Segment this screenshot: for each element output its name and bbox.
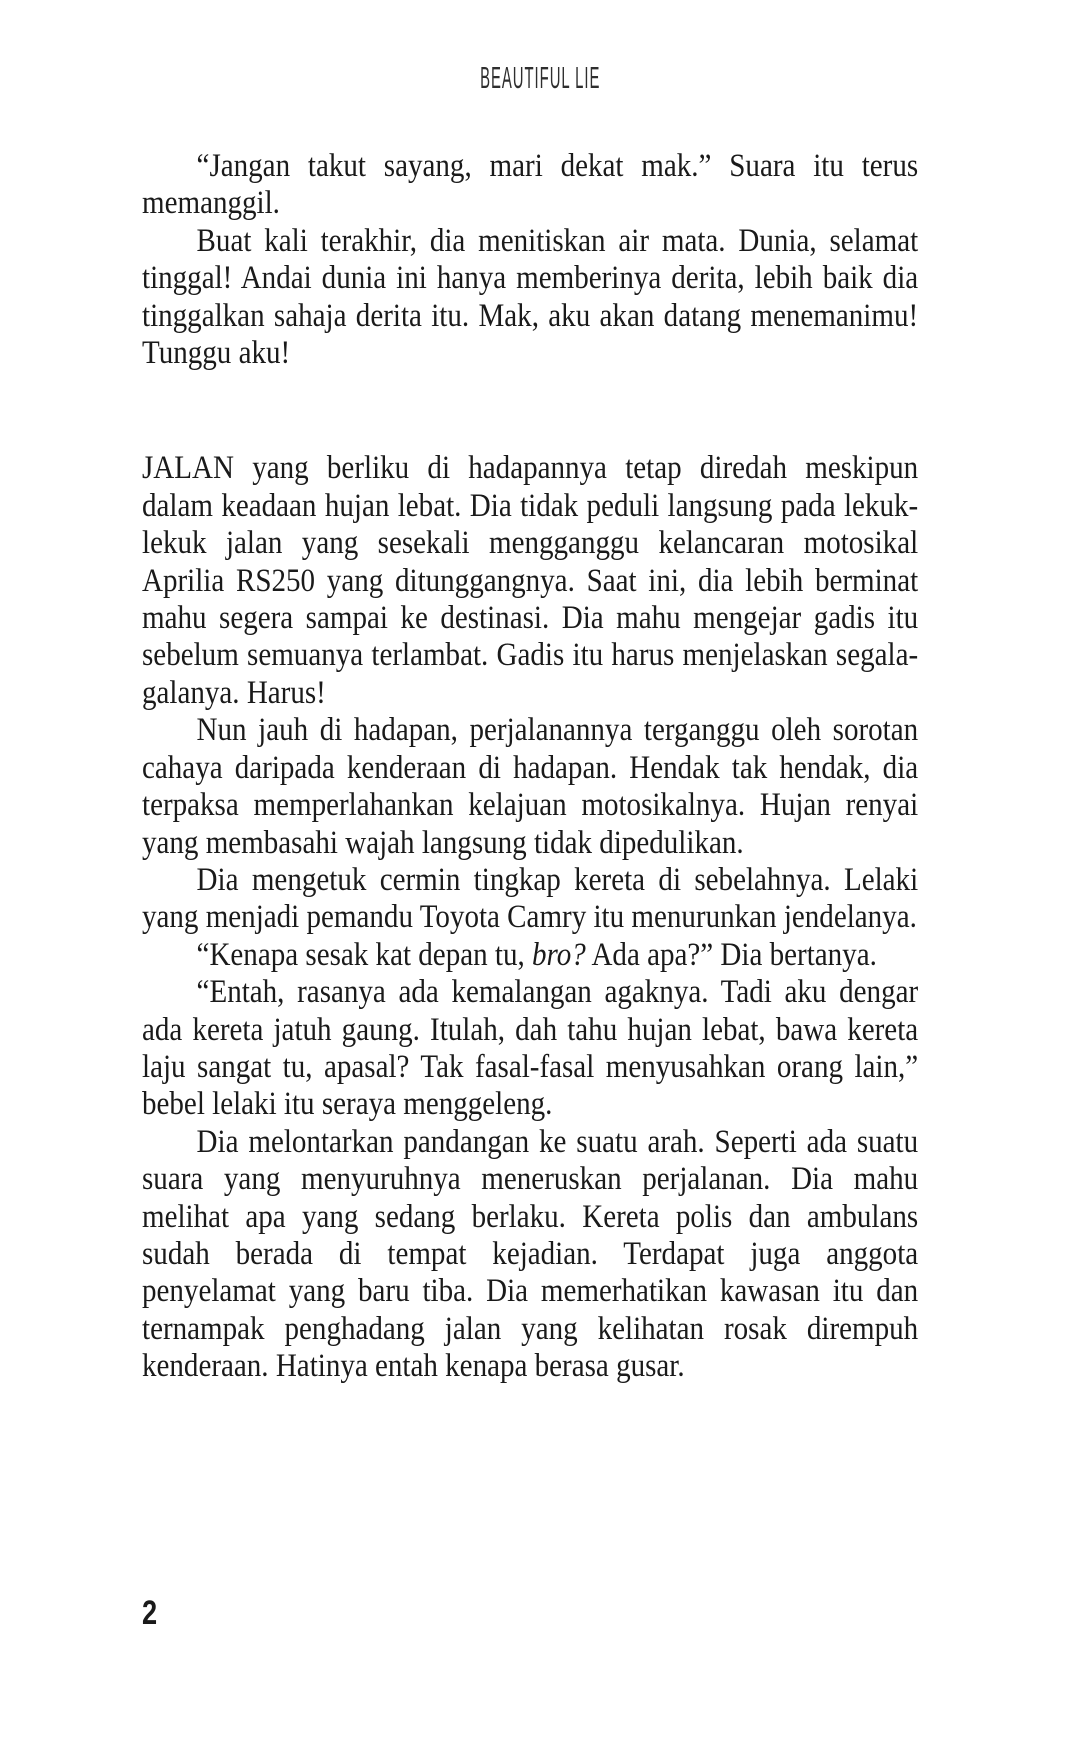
running-header bbox=[0, 62, 1080, 93]
italic-text-run: bro? bbox=[532, 936, 586, 973]
para-melontarkan bbox=[142, 1124, 918, 1386]
text-run: “Jangan takut sayang, mari dekat mak.” Suara itu terus memanggil. bbox=[142, 148, 919, 222]
text-run: “Entah, rasanya ada kemalangan agaknya. Tadi aku dengar ada kereta jatuh gaung. Itulah, dah tahu hujan lebat, bawa kereta laju sangat tu, apasal? Tak fasal-fasal menyusahkan orang lain,” bebel lelaki itu seraya menggeleng. bbox=[142, 974, 919, 1123]
para-opening-dialogue bbox=[142, 148, 918, 223]
text-run: Nun jauh di hadapan, perjalanannya terganggu oleh sorotan cahaya daripada kenderaan di hadapan. Hendak tak hendak, dia terpaksa memperlahankan kelajuan motosikalnya. Hujan renyai yang membasahi wajah langsung tidak dipedulikan. bbox=[142, 712, 919, 861]
text-run: Buat kali terakhir, dia menitiskan air mata. Dunia, selamat tinggal! Andai dunia ini hanya memberinya derita, lebih baik dia tinggalkan sahaja derita itu. Mak, aku akan datang menemanimu! Tunggu aku! bbox=[142, 222, 919, 372]
para-entah bbox=[142, 974, 918, 1124]
text-run: “Kenapa sesak kat depan tu, bbox=[196, 936, 533, 973]
text-run: Ada apa?” Dia bertanya. bbox=[585, 936, 877, 973]
para-nun-jauh bbox=[142, 712, 918, 862]
text-run: Dia melontarkan pandangan ke suatu arah. Seperti ada suatu suara yang menyuruhnya meneruskan perjalanan. Dia mahu melihat apa yang sedang berlaku. Kereta polis dan ambulans sudah berada di tempat kejadian. Terdapat juga anggota penyelamat yang baru tiba. Dia memerhatikan kawasan itu dan ternampak penghadang jalan yang kelihatan rosak dirempuh kenderaan. Hatinya entah kenapa berasa gusar. bbox=[142, 1123, 919, 1385]
page-number: 2 bbox=[142, 1594, 158, 1632]
running-header-title: BEAUTIFUL LIE bbox=[479, 60, 601, 95]
body-text bbox=[142, 148, 918, 1386]
text-run: JALAN yang berliku di hadapannya tetap diredah meskipun dalam keadaan hujan lebat. Dia tidak peduli langsung pada lekuk-lekuk jalan yang sesekali mengganggu kelancaran motosikal Aprilia RS250 yang ditunggangnya. Saat ini, dia lebih berminat mahu segera sampai ke destinasi. Dia mahu mengejar gadis itu sebelum semuanya terlambat. Gadis itu harus menjelaskan segala-galanya. Harus! bbox=[142, 450, 919, 711]
para-jalan bbox=[142, 450, 918, 712]
para-mengetuk bbox=[142, 862, 918, 937]
para-kenapa-sesak bbox=[142, 937, 918, 974]
text-run: Dia mengetuk cermin tingkap kereta di sebelahnya. Lelaki yang menjadi pemandu Toyota Camry itu menurunkan jendelanya. bbox=[142, 861, 919, 936]
para-farewell bbox=[142, 223, 918, 373]
